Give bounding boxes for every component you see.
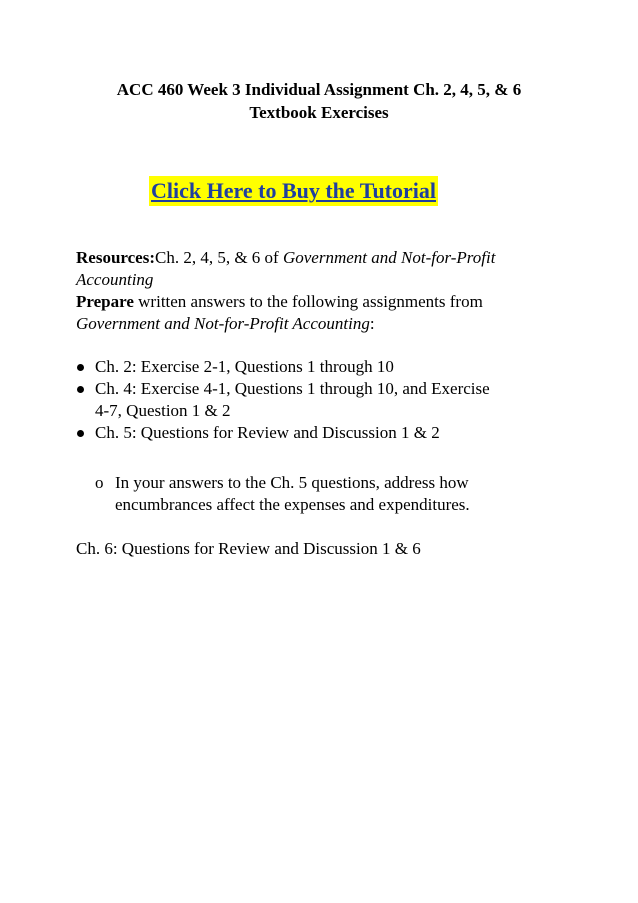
resources-book-title-2: Accounting (76, 270, 154, 289)
buy-tutorial-link[interactable]: Click Here to Buy the Tutorial (149, 176, 438, 206)
prepare-label: Prepare (76, 292, 134, 311)
assignment-list (76, 356, 576, 444)
prepare-paragraph (76, 291, 576, 335)
resources-label: Resources: (76, 248, 155, 267)
prepare-book-title: Government and Not-for-Profit Accounting (76, 314, 370, 333)
resources-text: Ch. 2, 4, 5, & 6 of (155, 248, 283, 267)
closing-line: Ch. 6: Questions for Review and Discussion 1 & 6 (76, 539, 421, 558)
bullet-dot-icon (77, 386, 84, 393)
sub-list-item-text (115, 472, 555, 516)
prepare-suffix: : (369, 314, 375, 333)
list-item-text: Ch. 5: Questions for Review and Discussion 1 & 2 (95, 423, 440, 442)
list-item-ch4 (76, 378, 576, 422)
sub-item-line-2: encumbrances affect the expenses and expenditures. (115, 495, 470, 514)
document-title (60, 78, 578, 124)
resources-line-2 (76, 269, 576, 291)
resources-line-1 (76, 247, 576, 269)
list-item-text-cont: 4-7, Question 1 & 2 (95, 401, 231, 420)
prepare-line-1 (76, 291, 576, 313)
title-line-1: ACC 460 Week 3 Individual Assignment Ch. 2, 4, 5, & 6 (116, 80, 522, 99)
prepare-text: written answers to the following assignments from (133, 292, 483, 311)
closing-paragraph (76, 538, 576, 560)
bullet-dot-icon (77, 430, 84, 437)
bullet-dot-icon (77, 364, 84, 371)
list-item-ch5 (76, 422, 576, 444)
hollow-bullet-icon: o (95, 473, 104, 492)
list-item-ch2 (76, 356, 576, 378)
resources-paragraph (76, 247, 576, 291)
list-item-text: Ch. 4: Exercise 4-1, Questions 1 through 10, and Exercise (95, 379, 490, 398)
resources-book-title-1: Government and Not-for-Profit (282, 248, 496, 267)
title-line-2: Textbook Exercises (249, 103, 389, 122)
list-item-text: Ch. 2: Exercise 2-1, Questions 1 through 10 (95, 357, 394, 376)
sub-item-line-1: In your answers to the Ch. 5 questions, address how (115, 473, 469, 492)
prepare-line-2 (76, 313, 576, 335)
